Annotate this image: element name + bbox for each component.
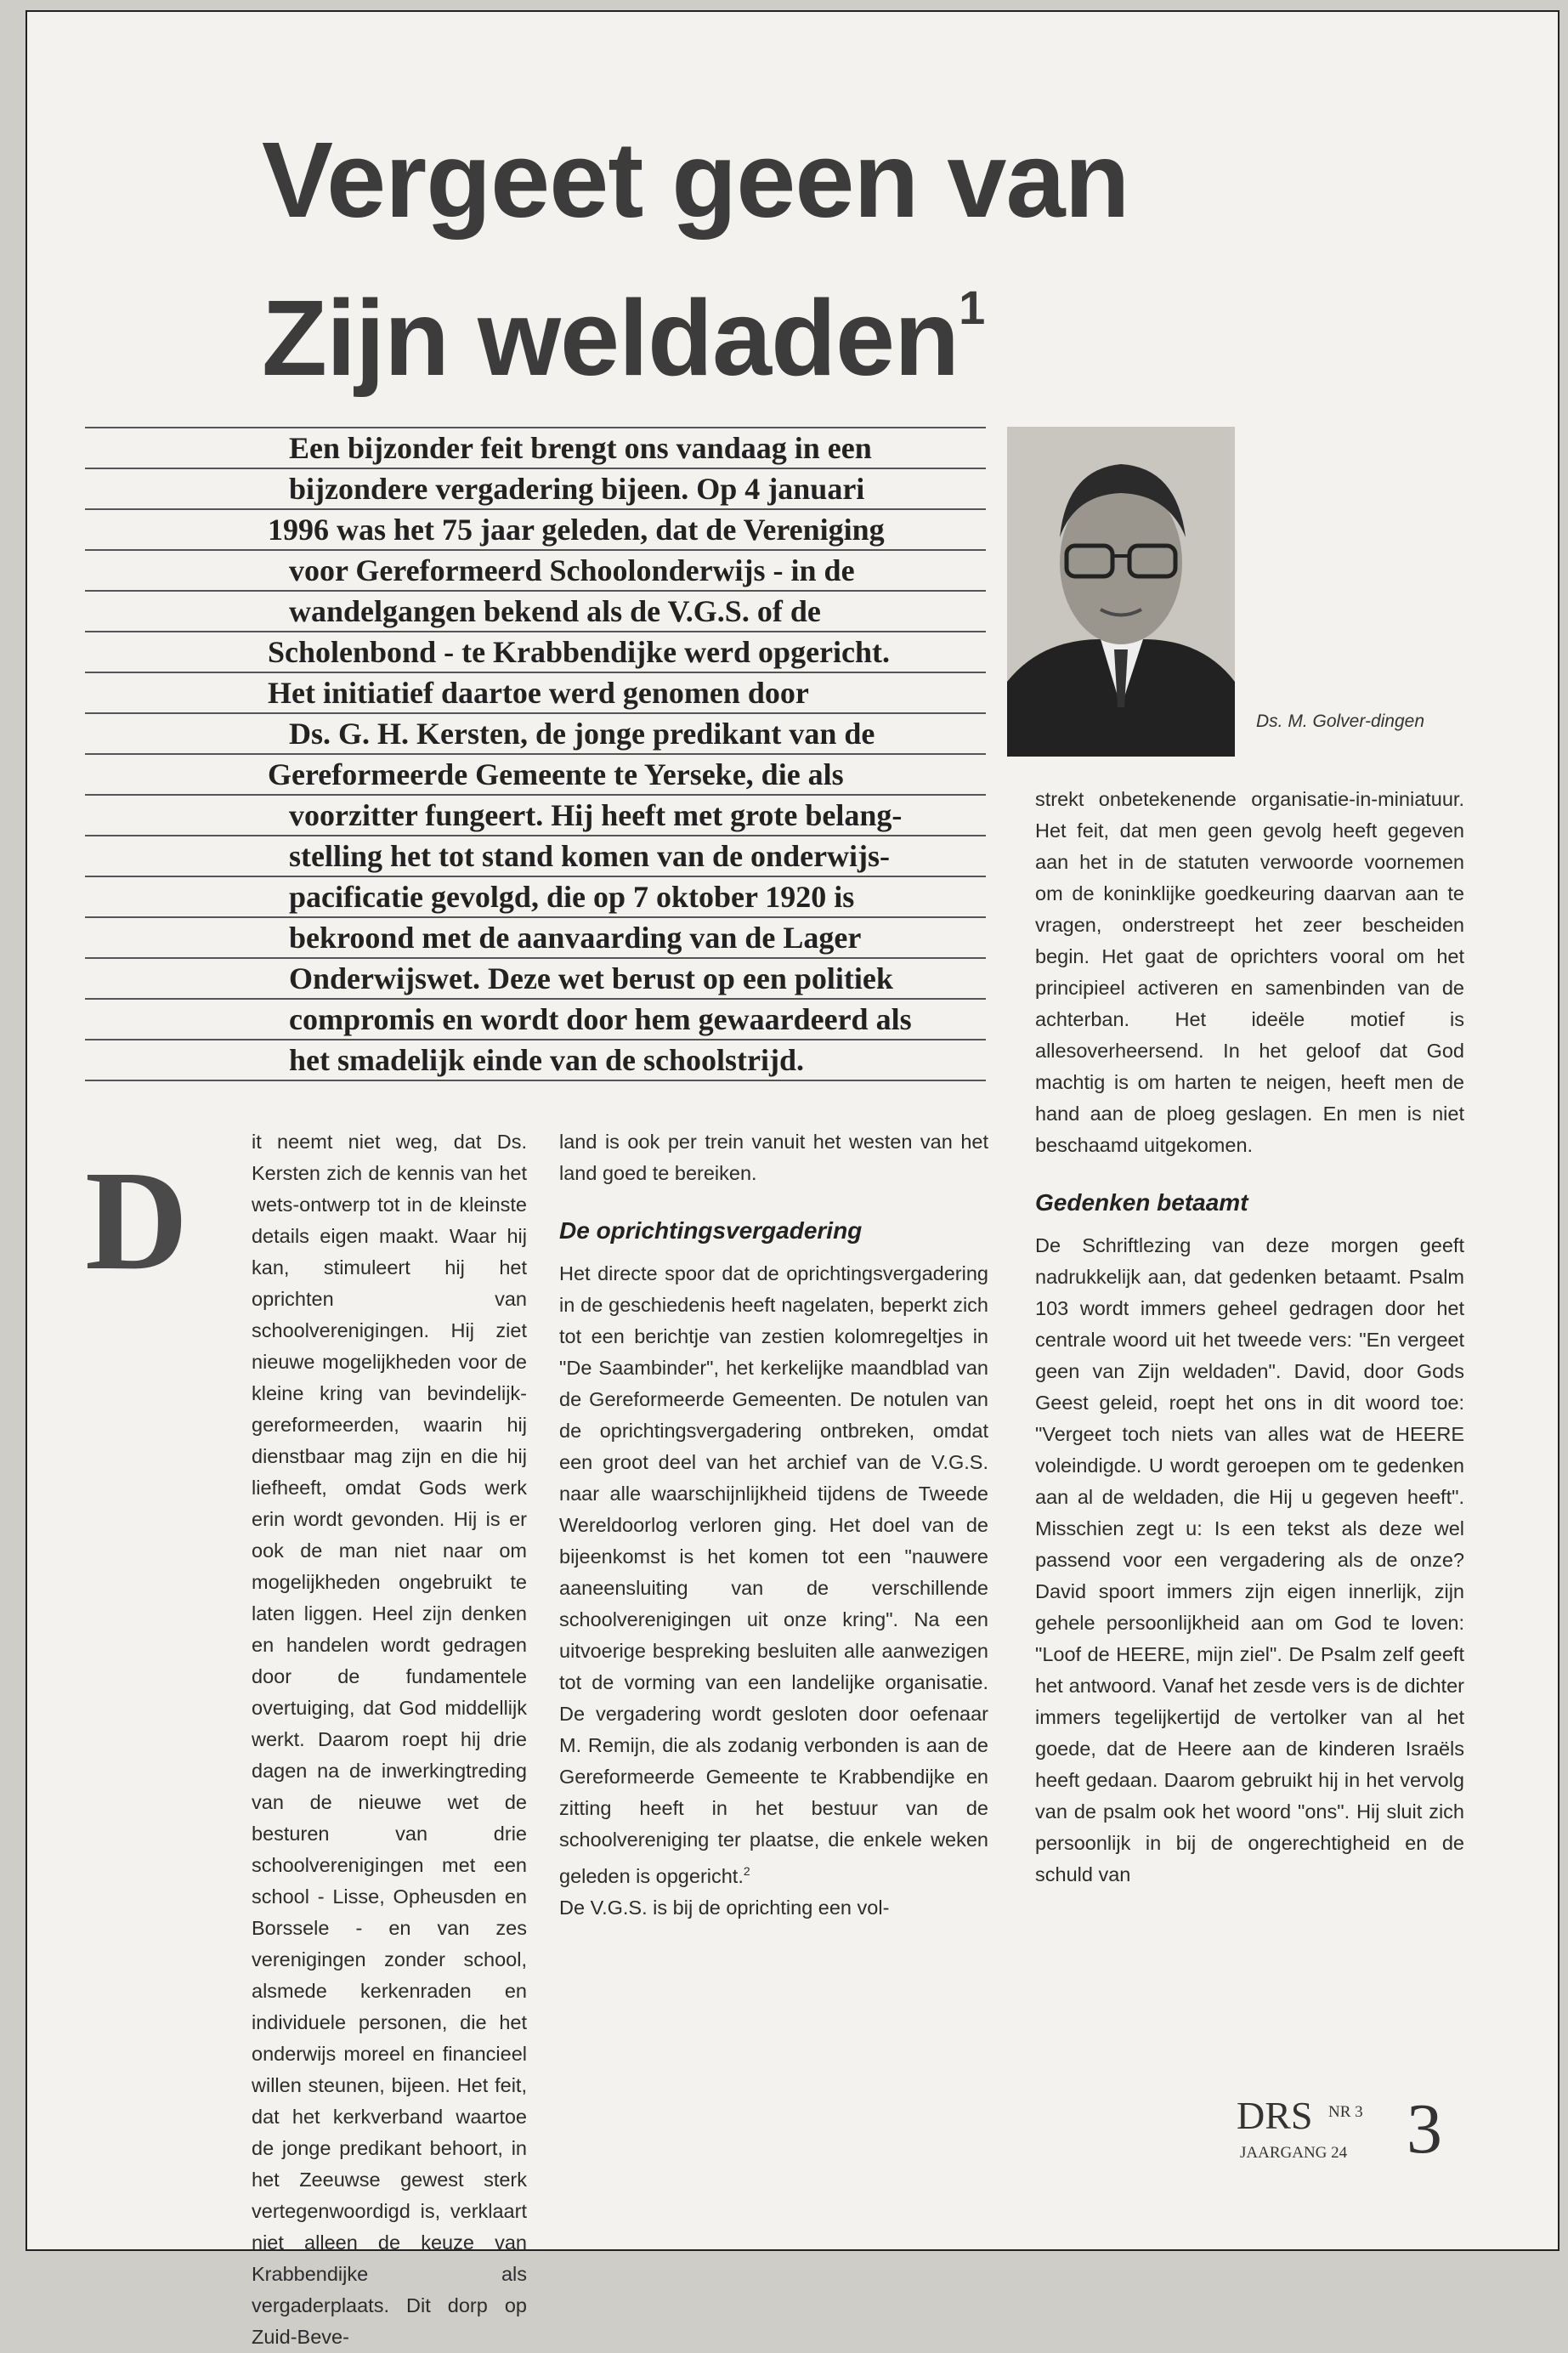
body-paragraph: strekt onbetekenende organisatie-in-miniatuur. Het feit, dat men geen gevolg heeft gegeven aan het in de statuten verwoorde voornemen om de koninklijke goedkeuring daarvan aan te vragen, onderstreept het zeer bescheiden begin. Het gaat de oprichters vooral om het principieel activeren en samenbinden van de achterban. Het ideële motief is allesoverheersend. In het geloof dat God machtig is om harten te neigen, heeft men de hand aan de ploeg geslagen. En men is niet beschaamd uitgekomen. — [1035, 788, 1464, 1156]
intro-line: voorzitter fungeert. Hij heeft met grote belang- — [85, 796, 986, 836]
body-paragraph — [559, 1258, 988, 1892]
intro-line: stelling het tot stand komen van de onderwijs- — [85, 836, 986, 877]
intro-paragraph — [85, 427, 986, 1081]
body-paragraph: it neemt niet weg, dat Ds. Kersten zich de kennis van het wets-ontwerp tot in de kleinste details eigen maakt. Waar hij kan, stimuleert hij het oprichten van schoolverenigingen. Hij ziet nieuwe mogelijkheden voor de kleine kring van bevindelijk-gereformeerden, waarin hij dienstbaar mag zijn en die hij liefheeft, omdat Gods werk erin wordt gevonden. Hij is er ook de man niet naar om mogelijkheden ongebruikt te laten liggen. Heel zijn denken en handelen wordt gedragen door de fundamentele overtuiging, dat God middellijk werkt. Daarom roept hij drie dagen na de inwerkingtreding van de nieuwe wet de besturen van drie schoolverenigingen met een school - Lisse, Opheusden en Borssele - en van zes verenigingen zonder school, alsmede kerkenraden en individuele personen, die het onderwijs moreel en financieel willen steunen, bijeen. Het feit, dat het kerkverband waartoe de jonge predikant behoort, in het Zeeuwse gewest sterk vertegenwoordigd is, verklaart niet alleen de keuze van Krabbendijke als vergaderplaats. Dit dorp op Zuid-Beve- — [252, 1131, 527, 2348]
page-number: 3 — [1407, 2089, 1442, 2169]
intro-line: compromis en wordt door hem gewaardeerd als — [85, 1000, 986, 1040]
intro-line: bijzondere vergadering bijeen. Op 4 januari — [85, 469, 986, 510]
intro-line: Het initiatief daartoe werd genomen door — [85, 673, 986, 714]
magazine-name: DRS — [1237, 2094, 1313, 2137]
issue-number: NR 3 — [1328, 2103, 1363, 2121]
intro-line: wandelgangen bekend als de V.G.S. of de — [85, 592, 986, 632]
body-paragraph: land is ook per trein vanuit het westen van het land goed te bereiken. — [559, 1131, 988, 1184]
text-column-1 — [85, 1126, 527, 2353]
intro-line: pacificatie gevolgd, die op 7 oktober 1920 is — [85, 877, 986, 918]
article-title — [262, 116, 1129, 402]
section-heading: De oprichtingsvergadering — [559, 1217, 863, 1244]
intro-line: Een bijzonder feit brengt ons vandaag in een — [85, 427, 986, 469]
body-text: Het directe spoor dat de oprichtingsvergadering in de geschiedenis heeft nagelaten, beperkt zich tot een berichtje van zestien kolomregeltjes in "De Saambinder", het kerkelijke maandblad van de Gereformeerde Gemeenten. De notulen van de oprichtingsvergadering ontbreken, omdat een groot deel van het archief van de V.G.S. naar alle waarschijnlijkheid tijdens de Tweede Wereldoorlog verloren ging. Het doel van de bijeenkomst is het komen tot een "nauwere aaneensluiting van de verschillende schoolverenigingen uit onze kring". Na een uitvoerige bespreking besluiten alle aanwezigen tot de vorming van een landelijke organisatie. De vergadering wordt gesloten door oefenaar M. Remijn, die als zodanig verbonden is aan de Gereformeerde Gemeente te Krabbendijke en zitting heeft in het bestuur van de schoolvereniging ter plaatse, die enkele weken geleden is opgericht. — [559, 1262, 988, 1887]
text-column-3 — [1035, 784, 1464, 1891]
drop-cap: D — [85, 1142, 189, 1300]
title-footnote-marker: 1 — [959, 281, 985, 334]
text-column-2 — [559, 1126, 988, 1924]
intro-line: Gereformeerde Gemeente te Yerseke, die als — [85, 755, 986, 796]
intro-line: bekroond met de aanvaarding van de Lager — [85, 918, 986, 959]
intro-line: voor Gereformeerd Schoolonderwijs - in de — [85, 551, 986, 592]
section-heading: Gedenken betaamt — [1035, 1189, 1248, 1216]
intro-line: het smadelijk einde van de schoolstrijd. — [85, 1040, 986, 1081]
title-line-1: Vergeet geen van — [262, 120, 1129, 240]
magazine-page — [25, 10, 1560, 2348]
intro-line: Ds. G. H. Kersten, de jonge predikant van de — [85, 714, 986, 755]
title-line-2: Zijn weldaden — [262, 278, 959, 398]
author-portrait-photo — [1007, 427, 1235, 757]
body-paragraph: De V.G.S. is bij de oprichting een vol- — [559, 1896, 890, 1919]
volume-label: JAARGANG 24 — [1240, 2144, 1348, 2162]
intro-line: 1996 was het 75 jaar geleden, dat de Vereniging — [85, 510, 986, 551]
body-paragraph: De Schriftlezing van deze morgen geeft nadrukkelijk aan, dat gedenken betaamt. Psalm 103 wordt immers geheel gedragen door het centrale woord uit het tweede vers: "En vergeet geen van Zijn weldaden". David, door Gods Geest geleid, roept het ons in dit woord toe: "Vergeet toch niets van alles wat de HEERE voleindigde. U wordt geroepen om te gedenken aan al de weldaden, die Hij u gegeven heeft". Misschien zegt u: Is een tekst als deze wel passend voor een vergadering als de onze? David spoort immers zijn eigen innerlijk, zijn gehele persoonlijkheid aan om God te loven: "Loof de HEERE, mijn ziel". De Psalm zelf geeft het antwoord. Vanaf het zesde vers is de dichter immers tegelijkertijd de vertolker van al het goede, dat de Heere aan de kinderen Israëls heeft gedaan. Daarom gebruikt hij in het vervolg van de psalm ook het woord "ons". Hij sluit zich persoonlijk in bij de ongerechtigheid en de schuld van — [1035, 1234, 1464, 1885]
intro-line: Scholenbond - te Krabbendijke werd opgericht. — [85, 632, 986, 673]
intro-line: Onderwijswet. Deze wet berust op een politiek — [85, 959, 986, 1000]
page-footer — [1237, 2089, 1492, 2178]
photo-caption: Ds. M. Golver-dingen — [1256, 712, 1425, 731]
footnote-marker: 2 — [743, 1864, 750, 1878]
